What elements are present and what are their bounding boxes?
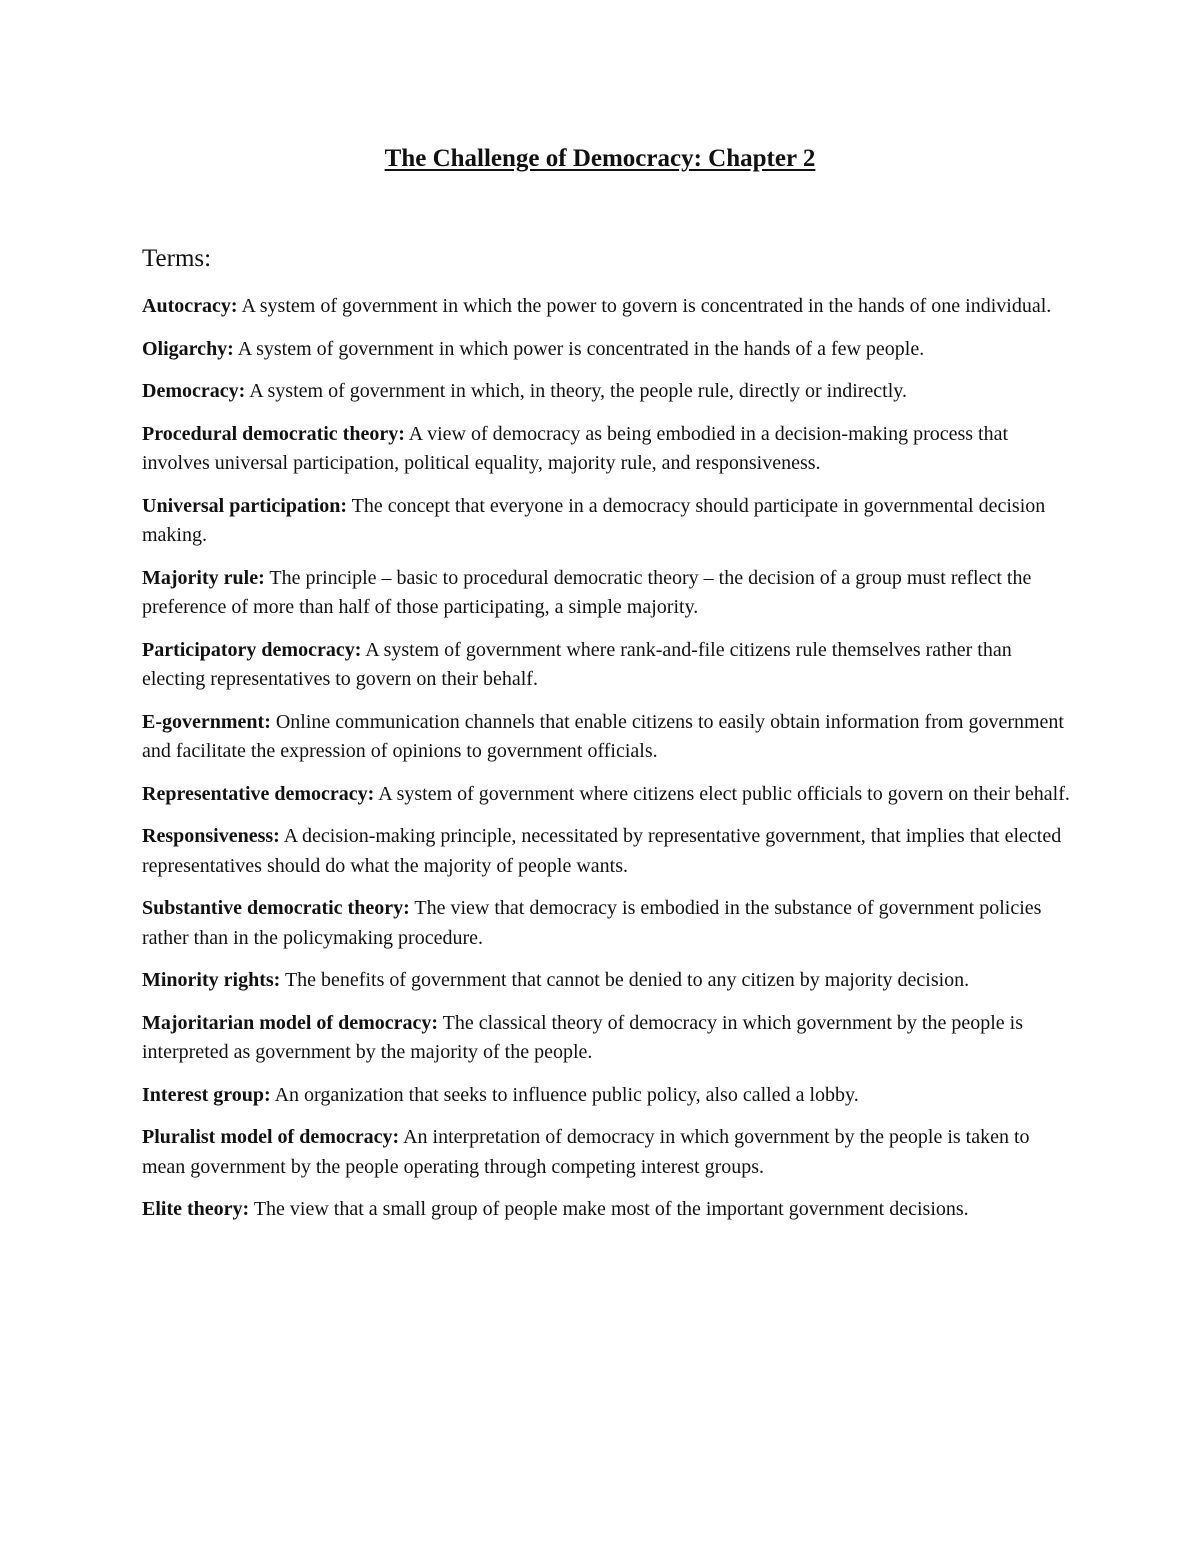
page-title: The Challenge of Democracy: Chapter 2	[384, 145, 816, 172]
term-name: Pluralist model of democracy:	[142, 1126, 400, 1148]
term-entry-interest-group	[142, 1081, 1077, 1111]
term-entry-majoritarian-model	[142, 1009, 1077, 1068]
term-entry-pluralist-model	[142, 1123, 1077, 1182]
term-entry-e-government	[142, 708, 1077, 767]
term-definition: A system of government in which, in theory, the people rule, directly or indirectly.	[249, 380, 907, 402]
term-definition: The classical theory of democracy in which government by the people is interpreted as government by the majority of the people.	[142, 1011, 1024, 1063]
term-entry-oligarchy	[142, 335, 1077, 365]
term-definition: A system of government in which the power to govern is concentrated in the hands of one individual.	[241, 295, 1052, 317]
term-definition: A system of government where rank-and-file citizens rule themselves rather than electing representatives to govern on their behalf.	[142, 638, 1012, 690]
term-name: Procedural democratic theory:	[142, 422, 405, 445]
section-heading-terms: Terms:	[142, 245, 212, 272]
term-definition: The view that democracy is embodied in the substance of government policies rather than in the policymaking procedure.	[142, 897, 1042, 949]
term-definition: The benefits of government that cannot be denied to any citizen by majority decision.	[284, 969, 970, 991]
term-entry-majority-rule	[142, 564, 1077, 623]
term-definition: Online communication channels that enable citizens to easily obtain information from government and facilitate the expression of opinions to government officials.	[142, 710, 1064, 762]
term-name: Substantive democratic theory:	[142, 897, 410, 919]
term-definition: An organization that seeks to influence public policy, also called a lobby.	[274, 1083, 859, 1106]
term-name: Participatory democracy:	[142, 638, 362, 661]
term-name: Majority rule:	[142, 566, 265, 589]
term-name: Elite theory:	[142, 1198, 250, 1220]
term-entry-democracy	[142, 377, 1077, 407]
term-entry-participatory-democracy	[142, 636, 1077, 695]
terms-list	[142, 292, 1077, 1238]
term-entry-universal-participation	[142, 492, 1077, 551]
term-name: Universal participation:	[142, 494, 347, 517]
term-name: Democracy:	[142, 380, 246, 402]
term-name: Majoritarian model of democracy:	[142, 1011, 439, 1034]
term-name: Oligarchy:	[142, 337, 234, 360]
term-definition: A view of democracy as being embodied in a decision-making process that involves universal participation, political equality, majority rule, and responsiveness.	[142, 422, 1009, 474]
term-entry-autocracy	[142, 292, 1077, 322]
term-definition: The principle – basic to procedural democratic theory – the decision of a group must reflect the preference of more than half of those participating, a simple majority.	[142, 566, 1032, 618]
term-name: Responsiveness:	[142, 825, 280, 847]
term-definition: The concept that everyone in a democracy should participate in governmental decision making.	[142, 494, 1046, 546]
term-definition: A system of government where citizens elect public officials to govern on their behalf.	[378, 782, 1070, 805]
term-name: E-government:	[142, 710, 271, 733]
term-entry-elite-theory	[142, 1195, 1077, 1225]
term-name: Representative democracy:	[142, 782, 375, 805]
term-definition: A system of government in which power is concentrated in the hands of a few people.	[237, 337, 925, 360]
term-definition: An interpretation of democracy in which government by the people is taken to mean government by the people operating through competing interest groups.	[142, 1126, 1030, 1178]
term-entry-minority-rights	[142, 966, 1077, 996]
term-definition: A decision-making principle, necessitated by representative government, that implies that elected representatives should do what the majority of people wants.	[142, 825, 1062, 877]
term-name: Interest group:	[142, 1083, 271, 1106]
term-definition: The view that a small group of people make most of the important government decisions.	[253, 1198, 969, 1220]
term-name: Minority rights:	[142, 969, 281, 991]
term-entry-substantive-democratic-theory	[142, 894, 1077, 953]
term-entry-representative-democracy	[142, 780, 1077, 810]
term-name: Autocracy:	[142, 295, 238, 317]
term-entry-responsiveness	[142, 822, 1077, 881]
term-entry-procedural-democratic-theory	[142, 420, 1077, 479]
